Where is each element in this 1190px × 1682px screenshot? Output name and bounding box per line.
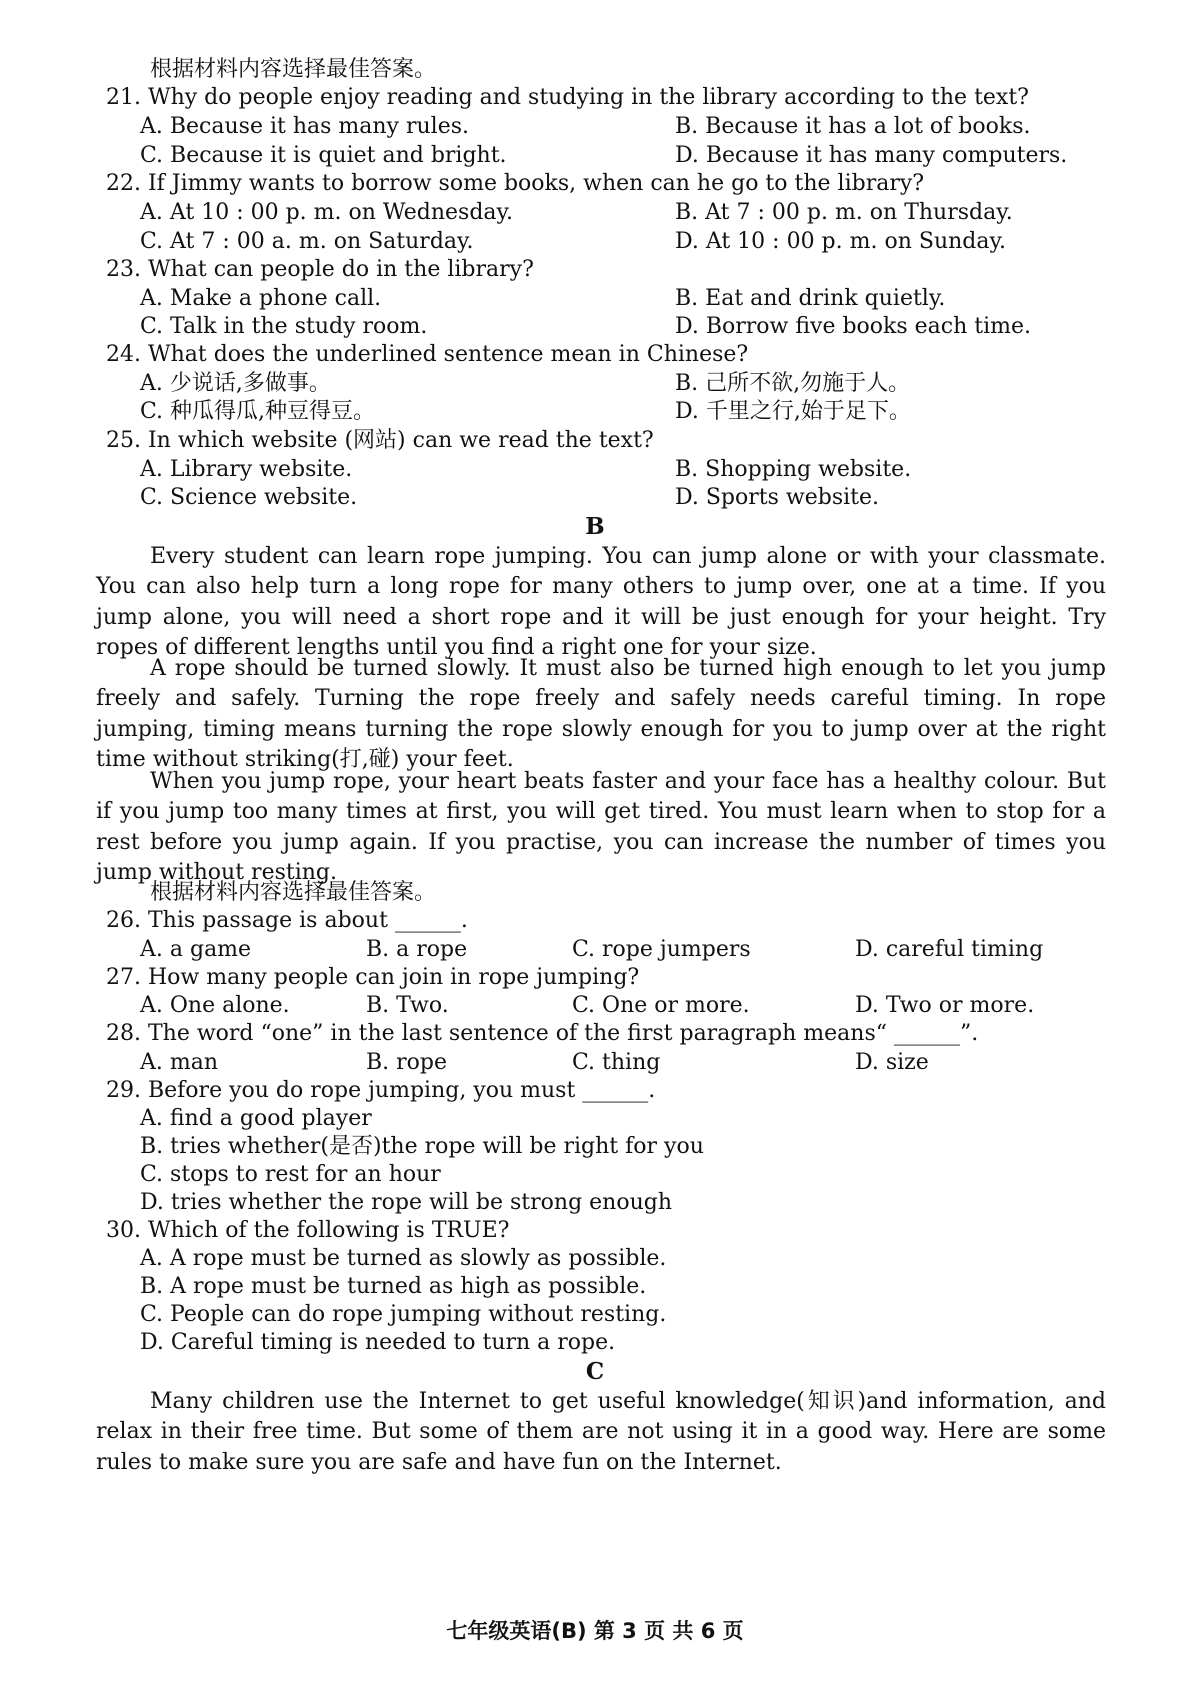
option: B. Eat and drink quietly. — [675, 286, 946, 311]
passage-paragraph: When you jump rope, your heart beats faster and your face has a healthy colour. But if you jump too many times at first, you will get tired. You must learn when to stop for a rest before you jump again. If you practise, you can increase the number of times you jump without resting. — [96, 769, 1106, 886]
question-26: 26. This passage is about ______. — [106, 908, 468, 933]
question-27: 27. How many people can join in rope jumping? — [106, 965, 640, 990]
option: A. Make a phone call. — [140, 286, 382, 311]
option: C. 种瓜得瓜,种豆得豆。 — [140, 399, 376, 424]
option: D. At 10 : 00 p. m. on Sunday. — [675, 229, 1006, 254]
option: C. Talk in the study room. — [140, 314, 428, 339]
option: A. man — [140, 1050, 219, 1075]
option: D. size — [855, 1050, 929, 1075]
question-23: 23. What can people do in the library? — [106, 257, 534, 282]
option: D. Sports website. — [675, 485, 879, 510]
section-heading-c: C — [585, 1358, 605, 1385]
option: C. thing — [572, 1050, 661, 1075]
passage-paragraph: Every student can learn rope jumping. You can jump alone or with your classmate. You can also help turn a long rope for many others to jump over, one at a time. If you jump alone, you will need a short rope and it will be just enough for your height. Try ropes of different lengths until you find a right one for your size. — [96, 544, 1106, 661]
question-28: 28. The word “one” in the last sentence of the first paragraph means“ ______”. — [106, 1021, 979, 1046]
instruction: 根据材料内容选择最佳答案。 — [150, 880, 437, 905]
section-heading-b: B — [585, 513, 605, 540]
question-30: 30. Which of the following is TRUE? — [106, 1218, 510, 1243]
option: A. One alone. — [140, 993, 290, 1018]
option: A. At 10 : 00 p. m. on Wednesday. — [140, 200, 514, 225]
option: A. Library website. — [140, 457, 353, 482]
question-21: 21. Why do people enjoy reading and studying in the library according to the text? — [106, 85, 1029, 110]
option: B. a rope — [366, 937, 468, 962]
option: C. One or more. — [572, 993, 750, 1018]
option: B. Because it has a lot of books. — [675, 114, 1031, 139]
option: D. Borrow five books each time. — [675, 314, 1032, 339]
question-22: 22. If Jimmy wants to borrow some books, when can he go to the library? — [106, 171, 925, 196]
option: C. stops to rest for an hour — [140, 1162, 441, 1187]
option: D. careful timing — [855, 937, 1044, 962]
passage-paragraph: A rope should be turned slowly. It must also be turned high enough to let you jump freely and safely. Turning the rope freely and safely needs careful timing. In rope jumping, timing means turning the rope slowly enough for you to jump over at the right time without striking(打,碰) your feet. — [96, 656, 1106, 773]
option: C. People can do rope jumping without resting. — [140, 1302, 667, 1327]
option: A. 少说话,多做事。 — [140, 371, 331, 396]
option: C. rope jumpers — [572, 937, 751, 962]
option: B. 己所不欲,勿施于人。 — [675, 371, 911, 396]
page-footer: 七年级英语(B) 第 3 页 共 6 页 — [446, 1619, 744, 1643]
option: C. Because it is quiet and bright. — [140, 143, 507, 168]
instruction: 根据材料内容选择最佳答案。 — [150, 57, 437, 82]
option: D. tries whether the rope will be strong enough — [140, 1190, 672, 1215]
question-25: 25. In which website (网站) can we read the text? — [106, 428, 654, 453]
option: A. A rope must be turned as slowly as possible. — [140, 1246, 667, 1271]
option: C. At 7 : 00 a. m. on Saturday. — [140, 229, 474, 254]
passage-paragraph: Many children use the Internet to get useful knowledge(知识)and information, and relax in their free time. But some of them are not using it in a good way. Here are some rules to make sure you are safe and have fun on the Internet. — [96, 1389, 1106, 1475]
option: B. tries whether(是否)the rope will be right for you — [140, 1134, 704, 1159]
option: A. Because it has many rules. — [140, 114, 470, 139]
option: D. Because it has many computers. — [675, 143, 1068, 168]
option: D. Careful timing is needed to turn a rope. — [140, 1330, 616, 1355]
question-29: 29. Before you do rope jumping, you must ______. — [106, 1078, 656, 1103]
option: B. rope — [366, 1050, 448, 1075]
option: D. Two or more. — [855, 993, 1035, 1018]
option: B. Two. — [366, 993, 449, 1018]
option: B. At 7 : 00 p. m. on Thursday. — [675, 200, 1013, 225]
question-24: 24. What does the underlined sentence mean in Chinese? — [106, 342, 749, 367]
option: A. a game — [140, 937, 252, 962]
option: B. Shopping website. — [675, 457, 912, 482]
option: B. A rope must be turned as high as possible. — [140, 1274, 647, 1299]
option: D. 千里之行,始于足下。 — [675, 399, 911, 424]
option: A. find a good player — [140, 1106, 372, 1131]
option: C. Science website. — [140, 485, 358, 510]
